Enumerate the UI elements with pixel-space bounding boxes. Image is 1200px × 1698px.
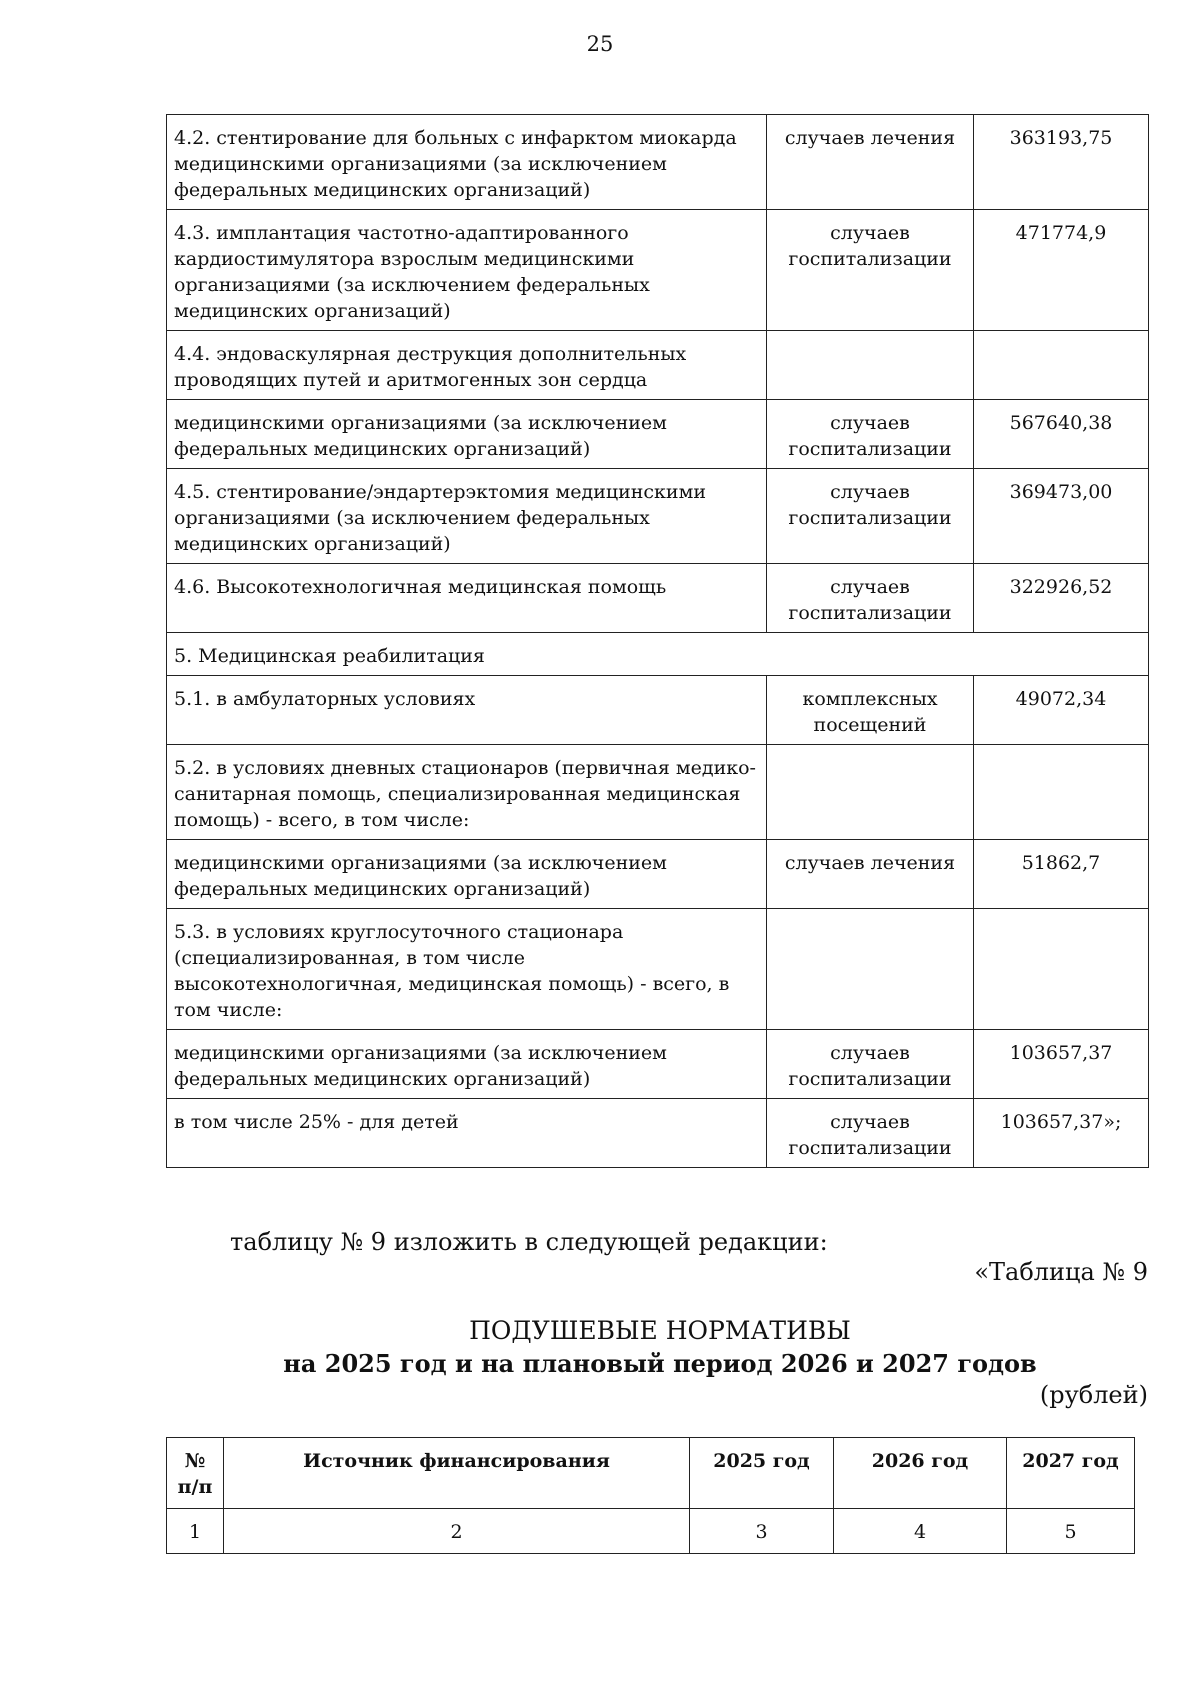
column-header: Источник финансирования xyxy=(224,1438,690,1509)
row-unit: случаев госпитализации xyxy=(767,1099,974,1168)
row-value: 103657,37»; xyxy=(974,1099,1149,1168)
table-row xyxy=(167,400,1149,469)
row-value: 49072,34 xyxy=(974,676,1149,745)
row-value xyxy=(974,909,1149,1030)
row-text: 5.3. в условиях круглосуточного стационара (специализированная, в том числе высокотехнологичная, медицинская помощь) - всего, в том числе: xyxy=(167,909,767,1030)
table-row xyxy=(167,840,1149,909)
row-value: 363193,75 xyxy=(974,115,1149,210)
row-unit: случаев госпитализации xyxy=(767,210,974,331)
row-value: 567640,38 xyxy=(974,400,1149,469)
row-unit xyxy=(767,331,974,400)
column-number: 3 xyxy=(690,1509,834,1554)
row-text: 4.5. стентирование/эндартерэктомия медицинскими организациями (за исключением федеральных медицинских организаций) xyxy=(167,469,767,564)
row-unit: случаев госпитализации xyxy=(767,400,974,469)
table-9 xyxy=(166,1437,1135,1554)
row-value xyxy=(974,745,1149,840)
section-heading: 5. Медицинская реабилитация xyxy=(167,633,1149,676)
row-text: медицинскими организациями (за исключением федеральных медицинских организаций) xyxy=(167,840,767,909)
row-unit: случаев госпитализации xyxy=(767,469,974,564)
column-number: 1 xyxy=(167,1509,224,1554)
table-row xyxy=(167,745,1149,840)
row-text: 4.3. имплантация частотно-адаптированного кардиостимулятора взрослым медицинскими организациями (за исключением федеральных медицинских организаций) xyxy=(167,210,767,331)
row-unit: случаев лечения xyxy=(767,840,974,909)
row-text: 4.6. Высокотехнологичная медицинская помощь xyxy=(167,564,767,633)
row-text: 4.2. стентирование для больных с инфарктом миокарда медицинскими организациями (за исключением федеральных медицинских организаций) xyxy=(167,115,767,210)
table-row xyxy=(167,115,1149,210)
page-number: 25 xyxy=(586,32,614,56)
row-text: 4.4. эндоваскулярная деструкция дополнительных проводящих путей и аритмогенных зон сердца xyxy=(167,331,767,400)
row-unit: комплексных посещений xyxy=(767,676,974,745)
row-text: в том числе 25% - для детей xyxy=(167,1099,767,1168)
column-number: 4 xyxy=(834,1509,1007,1554)
table-row xyxy=(167,1030,1149,1099)
row-unit: случаев госпитализации xyxy=(767,564,974,633)
table-row xyxy=(167,331,1149,400)
table-title: ПОДУШЕВЫЕ НОРМАТИВЫ xyxy=(469,1316,851,1345)
header-row xyxy=(167,1438,1135,1509)
row-text: медицинскими организациями (за исключением федеральных медицинских организаций) xyxy=(167,400,767,469)
row-unit xyxy=(767,909,974,1030)
row-value: 103657,37 xyxy=(974,1030,1149,1099)
table-label: «Таблица № 9 xyxy=(974,1258,1148,1286)
row-value: 471774,9 xyxy=(974,210,1149,331)
row-value xyxy=(974,331,1149,400)
table-row xyxy=(167,210,1149,331)
row-value: 322926,52 xyxy=(974,564,1149,633)
column-header: № п/п xyxy=(167,1438,224,1509)
row-unit: случаев лечения xyxy=(767,115,974,210)
row-text: 5.2. в условиях дневных стационаров (первичная медико-санитарная помощь, специализированная медицинская помощь) - всего, в том числе: xyxy=(167,745,767,840)
row-value: 369473,00 xyxy=(974,469,1149,564)
row-unit: случаев госпитализации xyxy=(767,1030,974,1099)
row-unit xyxy=(767,745,974,840)
table-row xyxy=(167,469,1149,564)
continued-table xyxy=(166,114,1149,1168)
row-text: медицинскими организациями (за исключением федеральных медицинских организаций) xyxy=(167,1030,767,1099)
table-row xyxy=(167,909,1149,1030)
table-row xyxy=(167,564,1149,633)
column-number: 5 xyxy=(1007,1509,1135,1554)
section-row xyxy=(167,633,1149,676)
column-header: 2027 год xyxy=(1007,1438,1135,1509)
row-text: 5.1. в амбулаторных условиях xyxy=(167,676,767,745)
table-row xyxy=(167,1099,1149,1168)
table-row xyxy=(167,676,1149,745)
column-number-row xyxy=(167,1509,1135,1554)
column-number: 2 xyxy=(224,1509,690,1554)
column-header: 2026 год xyxy=(834,1438,1007,1509)
amendment-text: таблицу № 9 изложить в следующей редакции: xyxy=(230,1228,828,1256)
unit-note: (рублей) xyxy=(1039,1381,1148,1409)
table-subtitle: на 2025 год и на плановый период 2026 и 2027 годов xyxy=(283,1349,1037,1378)
row-value: 51862,7 xyxy=(974,840,1149,909)
column-header: 2025 год xyxy=(690,1438,834,1509)
